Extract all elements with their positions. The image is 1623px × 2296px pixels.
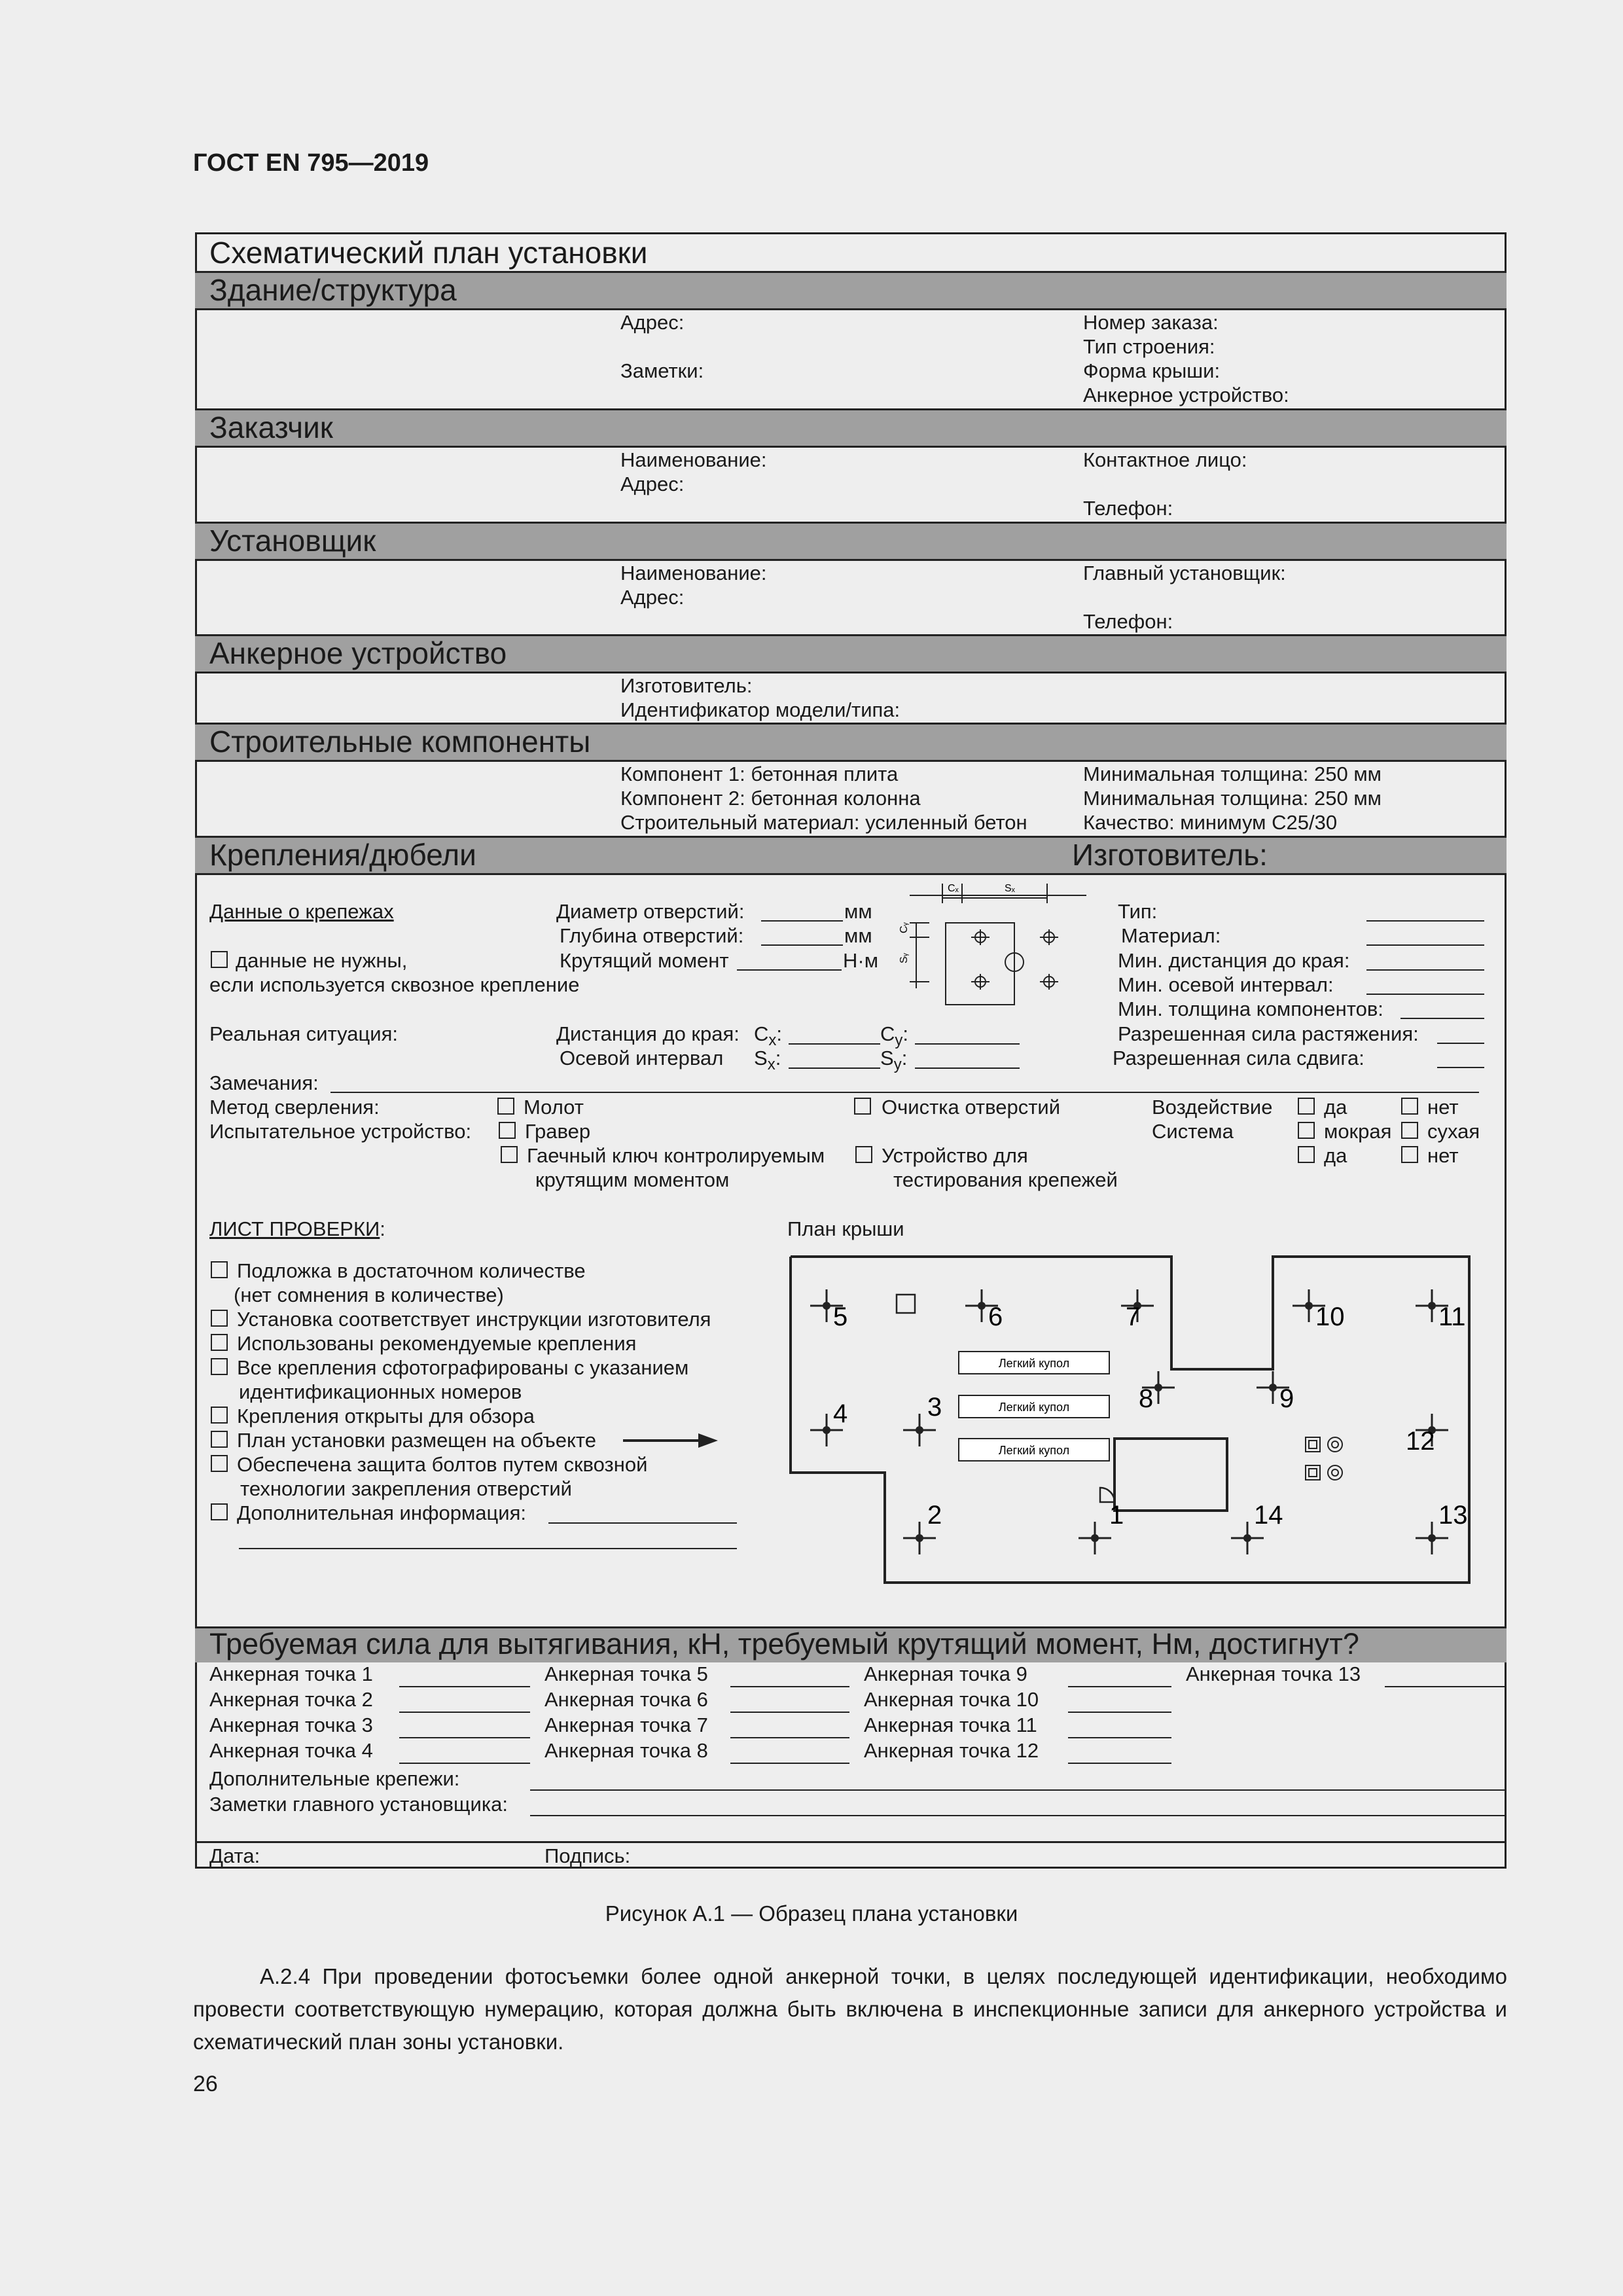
installer-address: Адрес: — [620, 586, 685, 609]
hole-depth-label: Глубина отверстий: — [560, 924, 744, 947]
min-edge-input[interactable] — [1366, 969, 1484, 971]
checklist-item-2: Установка соответствует инструкции изготовителя — [237, 1308, 711, 1331]
section-anchor-heading: Анкерное устройство — [209, 636, 507, 670]
anchor-point-force-input-3[interactable] — [399, 1737, 530, 1738]
anchor-point-label-2: 2 — [927, 1501, 942, 1530]
body-paragraph: А.2.4 При проведении фотосъемки более одной анкерной точки, в целях последующей идентификации, необходимо провести соответствующую нумерацию, которая должна быть включена в инспекционные записи для анкерного устройства и схематический план зоны установки. — [193, 1964, 1507, 2054]
installer-name: Наименование: — [620, 562, 767, 584]
anchor-point-force-label-2: Анкерная точка 2 — [209, 1688, 373, 1711]
wet-checkbox[interactable] — [1298, 1122, 1315, 1139]
customer-address: Адрес: — [620, 473, 685, 495]
checklist-item-4b: идентификационных номеров — [239, 1380, 522, 1403]
form-title: Схематический план установки — [209, 236, 648, 270]
anchor-manufacturer: Изготовитель: — [620, 674, 753, 697]
checklist-checkbox-1[interactable] — [211, 1261, 228, 1278]
anchor-point-3 — [903, 1393, 942, 1446]
not-needed-checkbox[interactable] — [211, 951, 228, 968]
anchor-point-force-label-12: Анкерная точка 12 — [864, 1739, 1039, 1762]
anchor-point-12 — [1406, 1414, 1448, 1456]
anchor-point-force-input-6[interactable] — [730, 1712, 849, 1713]
anchor-point-label-8: 8 — [1139, 1384, 1154, 1413]
date-label: Дата: — [209, 1844, 260, 1867]
drill-method-label: Метод сверления: — [209, 1096, 380, 1119]
figure-caption: Рисунок А.1 — Образец плана установки — [605, 1901, 1018, 1926]
edge-distance-label: Дистанция до края: — [556, 1022, 740, 1045]
anchor-point-label-13: 13 — [1438, 1501, 1468, 1530]
dry-label: сухая — [1427, 1120, 1480, 1143]
fastener-spacing-diagram — [890, 877, 1086, 1008]
anchor-point-force-label-1: Анкерная точка 1 — [209, 1662, 373, 1685]
hole-depth-input[interactable] — [761, 944, 843, 946]
checklist-item-7b: технологии закрепления отверстий — [240, 1477, 572, 1500]
anchor-point-14 — [1231, 1501, 1283, 1554]
cy-label: $C_y$: — [880, 1022, 909, 1050]
anchor-point-label-9: 9 — [1279, 1384, 1294, 1413]
svg-text:Sᵧ: Sᵧ — [899, 953, 910, 963]
wet-label: мокрая — [1324, 1120, 1392, 1143]
section-required-force-heading: Требуемая сила для вытягивания, кН, требуемый крутящий момент, Нм, достигнут? — [209, 1627, 1359, 1660]
divider — [195, 1841, 1507, 1843]
anchor-point-force-label-5: Анкерная точка 5 — [544, 1662, 708, 1685]
checklist-checkbox-6[interactable] — [211, 1431, 228, 1448]
section-components — [195, 723, 1507, 762]
building-material: Строительный материал: усиленный бетон — [620, 811, 1027, 834]
hole-cleaning-checkbox[interactable] — [854, 1098, 871, 1115]
torque-input[interactable] — [737, 969, 842, 971]
min-axial-input[interactable] — [1366, 994, 1484, 995]
concrete-quality: Качество: минимум С25/30 — [1083, 811, 1338, 834]
anchor-point-force-input-11[interactable] — [1068, 1737, 1171, 1738]
sx-input[interactable] — [789, 1067, 880, 1069]
exposure-no-checkbox[interactable] — [1401, 1098, 1418, 1115]
extra-fasteners-label: Дополнительные крепежи: — [209, 1767, 460, 1790]
anchor-point-label-14: 14 — [1254, 1501, 1283, 1530]
checklist-item-5: Крепления открыты для обзора — [237, 1405, 535, 1427]
anchor-point-label-4: 4 — [833, 1399, 848, 1428]
light-dome-3-label: Легкий купол — [998, 1444, 1070, 1457]
anchor-point-force-input-10[interactable] — [1068, 1712, 1171, 1713]
anchor-point-label-5: 5 — [833, 1302, 848, 1331]
fastener-tester-label: Устройство для — [882, 1144, 1028, 1167]
checklist-item-1b: (нет сомнения в количестве) — [234, 1283, 504, 1306]
not-needed-label: данные не нужны, — [236, 949, 408, 972]
min-edge-label: Мин. дистанция до края: — [1118, 949, 1350, 972]
installer-phone: Телефон: — [1083, 610, 1173, 633]
page-number: 26 — [193, 2072, 218, 2096]
system-label: Система — [1152, 1120, 1234, 1143]
anchor-point-force-label-3: Анкерная точка 3 — [209, 1713, 373, 1736]
anchor-point-label-7: 7 — [1126, 1302, 1141, 1331]
through-fixing-label: если используется сквозное крепление — [209, 973, 580, 996]
checklist-item-6: План установки размещен на объекте — [237, 1429, 596, 1452]
type-input[interactable] — [1366, 920, 1484, 922]
torque-wrench-checkbox[interactable] — [501, 1146, 518, 1163]
tension-label: Разрешенная сила растяжения: — [1118, 1022, 1419, 1045]
anchor-point-force-input-4[interactable] — [399, 1763, 530, 1764]
customer-contact: Контактное лицо: — [1083, 448, 1247, 471]
customer-name: Наименование: — [620, 448, 767, 471]
light-dome-1-label: Легкий купол — [998, 1357, 1070, 1370]
anchor-point-force-label-9: Анкерная точка 9 — [864, 1662, 1027, 1685]
system-yes-label: да — [1324, 1144, 1347, 1167]
anchor-point-8 — [1139, 1371, 1175, 1413]
torque-wrench-label-2: крутящим моментом — [535, 1168, 730, 1191]
section-installer-heading: Установщик — [209, 524, 376, 558]
anchor-point-force-input-8[interactable] — [730, 1763, 849, 1764]
real-situation-label: Реальная ситуация: — [209, 1022, 399, 1045]
sy-label: $S_y$: — [880, 1047, 908, 1074]
arrow-right-icon — [623, 1431, 718, 1450]
checklist-title: ЛИСТ ПРОВЕРКИ: — [209, 1217, 385, 1240]
test-device-label: Испытательное устройство: — [209, 1120, 472, 1143]
signature-label: Подпись: — [544, 1844, 631, 1867]
anchor-point-force-label-6: Анкерная точка 6 — [544, 1688, 708, 1711]
system-yes-checkbox[interactable] — [1298, 1146, 1315, 1163]
anchor-point-force-input-9[interactable] — [1068, 1686, 1171, 1687]
roof-shape: Форма крыши: — [1083, 359, 1221, 382]
anchor-point-label-11: 11 — [1438, 1302, 1466, 1331]
anchor-device-field: Анкерное устройство: — [1083, 384, 1289, 406]
anchor-point-force-label-13: Анкерная точка 13 — [1186, 1662, 1361, 1685]
exposure-yes-checkbox[interactable] — [1298, 1098, 1315, 1115]
min-thick-label: Мин. толщина компонентов: — [1118, 997, 1383, 1020]
dry-checkbox[interactable] — [1401, 1122, 1418, 1139]
anchor-model: Идентификатор модели/типа: — [620, 698, 901, 721]
anchor-point-force-label-4: Анкерная точка 4 — [209, 1739, 373, 1762]
cy-input[interactable] — [915, 1043, 1020, 1045]
sx-label: $S_x$: — [754, 1047, 781, 1074]
exposure-label: Воздействие — [1152, 1096, 1273, 1119]
shear-input[interactable] — [1437, 1067, 1484, 1068]
section-customer — [195, 408, 1507, 448]
light-dome-labels — [959, 1352, 1109, 1461]
checklist-checkbox-4[interactable] — [211, 1358, 228, 1375]
fastener-tester-label-2: тестирования крепежей — [893, 1168, 1118, 1191]
anchor-point-5 — [810, 1289, 847, 1331]
fastener-data-title: Данные о крепежах — [209, 900, 394, 923]
anchor-point-force-input-1[interactable] — [399, 1686, 530, 1687]
checklist-checkbox-5[interactable] — [211, 1407, 228, 1424]
material-input[interactable] — [1366, 944, 1484, 946]
svg-text:Sₓ: Sₓ — [1005, 883, 1015, 894]
chief-notes-label: Заметки главного установщика: — [209, 1793, 508, 1816]
section-customer-heading: Заказчик — [209, 410, 333, 444]
anchor-point-9 — [1257, 1371, 1294, 1413]
component-2: Компонент 2: бетонная колонна — [620, 787, 921, 810]
torque-wrench-label: Гаечный ключ контролируемым — [527, 1144, 825, 1167]
torque-unit: Н·м — [843, 949, 879, 972]
checklist-item-1: Подложка в достаточном количестве — [237, 1259, 586, 1282]
anchor-point-force-input-13[interactable] — [1385, 1686, 1507, 1687]
section-components-heading: Строительные компоненты — [209, 725, 591, 759]
svg-text:Cₓ: Cₓ — [948, 883, 959, 894]
tension-input[interactable] — [1437, 1043, 1484, 1044]
anchor-point-4 — [810, 1399, 847, 1446]
anchor-point-6 — [965, 1289, 1003, 1331]
anchor-point-label-1: 1 — [1109, 1501, 1124, 1530]
anchor-point-1 — [1079, 1501, 1124, 1554]
axial-interval-label: Осевой интервал — [560, 1047, 724, 1069]
hole-diameter-label: Диаметр отверстий: — [556, 900, 745, 923]
anchor-point-label-10: 10 — [1315, 1302, 1345, 1331]
checklist-item-4: Все крепления сфотографированы с указанием — [237, 1356, 689, 1379]
fastener-tester-checkbox[interactable] — [855, 1146, 872, 1163]
roof-plan-title: План крыши — [787, 1217, 904, 1240]
cx-input[interactable] — [789, 1043, 880, 1045]
anchor-point-label-3: 3 — [927, 1393, 942, 1422]
hole-diameter-input[interactable] — [761, 920, 843, 922]
anchor-point-11 — [1416, 1289, 1466, 1331]
svg-text:Cᵧ: Cᵧ — [899, 922, 910, 933]
hammer-label: Молот — [524, 1096, 584, 1119]
checklist-checkbox-2[interactable] — [211, 1310, 228, 1327]
type-label: Тип: — [1118, 900, 1158, 923]
anchor-point-force-label-8: Анкерная точка 8 — [544, 1739, 708, 1762]
anchor-point-force-input-12[interactable] — [1068, 1763, 1171, 1764]
hammer-checkbox[interactable] — [497, 1098, 514, 1115]
light-dome-2-label: Легкий купол — [998, 1401, 1070, 1414]
anchor-point-7 — [1121, 1289, 1154, 1331]
section-anchor — [195, 634, 1507, 673]
checklist-checkbox-3[interactable] — [211, 1334, 228, 1351]
checklist-item-3: Использованы рекомендуемые крепления — [237, 1332, 637, 1355]
anchor-point-force-input-2[interactable] — [399, 1712, 530, 1713]
customer-phone: Телефон: — [1083, 497, 1173, 520]
min-axial-label: Мин. осевой интервал: — [1118, 973, 1334, 996]
cx-label: $C_x$: — [754, 1022, 783, 1050]
system-no-checkbox[interactable] — [1401, 1146, 1418, 1163]
order-number: Номер заказа: — [1083, 311, 1219, 334]
anchor-point-force-label-11: Анкерная точка 11 — [864, 1713, 1037, 1736]
section-fasteners-heading: Крепления/дюбели — [209, 838, 476, 872]
remarks-label: Замечания: — [209, 1071, 319, 1094]
anchor-point-label-12: 12 — [1406, 1427, 1435, 1456]
document-header: ГОСТ EN 795—2019 — [193, 149, 429, 177]
exposure-no-label: нет — [1427, 1096, 1459, 1119]
additional-info-input-2[interactable] — [239, 1548, 737, 1549]
hole-cleaning-label: Очистка отверстий — [882, 1096, 1061, 1119]
roof-plan-drawing — [785, 1244, 1479, 1590]
sy-input[interactable] — [915, 1067, 1020, 1069]
hole-diameter-unit: мм — [844, 900, 872, 923]
engraver-checkbox[interactable] — [499, 1122, 516, 1139]
chief-notes-input[interactable] — [530, 1815, 1507, 1816]
min-thickness-1: Минимальная толщина: 250 мм — [1083, 762, 1382, 785]
anchor-point-10 — [1293, 1289, 1345, 1331]
section-building-heading: Здание/структура — [209, 273, 457, 307]
anchor-point-force-input-7[interactable] — [730, 1737, 849, 1738]
fasteners-manufacturer-heading: Изготовитель: — [1072, 838, 1268, 872]
engraver-label: Гравер — [525, 1120, 591, 1143]
component-1: Компонент 1: бетонная плита — [620, 762, 899, 785]
shear-label: Разрешенная сила сдвига: — [1113, 1047, 1364, 1069]
checklist-item-7: Обеспечена защита болтов путем сквозной — [237, 1453, 648, 1476]
checklist-checkbox-7[interactable] — [211, 1455, 228, 1472]
building-address: Адрес: — [620, 311, 685, 334]
section-installer — [195, 522, 1507, 561]
system-no-label: нет — [1427, 1144, 1459, 1167]
anchor-point-force-label-10: Анкерная точка 10 — [864, 1688, 1039, 1711]
hole-depth-unit: мм — [844, 924, 872, 947]
additional-info-input[interactable] — [548, 1522, 737, 1524]
checklist-item-8: Дополнительная информация: — [237, 1501, 526, 1524]
material-label: Материал: — [1121, 924, 1221, 947]
min-thickness-2: Минимальная толщина: 250 мм — [1083, 787, 1382, 810]
building-type: Тип строения: — [1083, 335, 1215, 358]
extra-fasteners-input[interactable] — [530, 1789, 1507, 1791]
building-notes: Заметки: — [620, 359, 704, 382]
anchor-point-label-6: 6 — [988, 1302, 1003, 1331]
anchor-point-force-label-7: Анкерная точка 7 — [544, 1713, 708, 1736]
remarks-input[interactable] — [330, 1092, 1479, 1093]
chief-installer: Главный установщик: — [1083, 562, 1286, 584]
anchor-point-2 — [903, 1501, 942, 1554]
anchor-point-force-input-5[interactable] — [730, 1686, 849, 1687]
section-required-force — [195, 1626, 1507, 1662]
anchor-points — [810, 1289, 1468, 1554]
section-building — [195, 271, 1507, 310]
min-thick-input[interactable] — [1400, 1018, 1484, 1019]
checklist-checkbox-8[interactable] — [211, 1503, 228, 1520]
torque-label: Крутящий момент — [560, 949, 729, 972]
anchor-point-13 — [1416, 1501, 1468, 1554]
exposure-yes-label: да — [1324, 1096, 1347, 1119]
section-fasteners — [195, 836, 1507, 875]
